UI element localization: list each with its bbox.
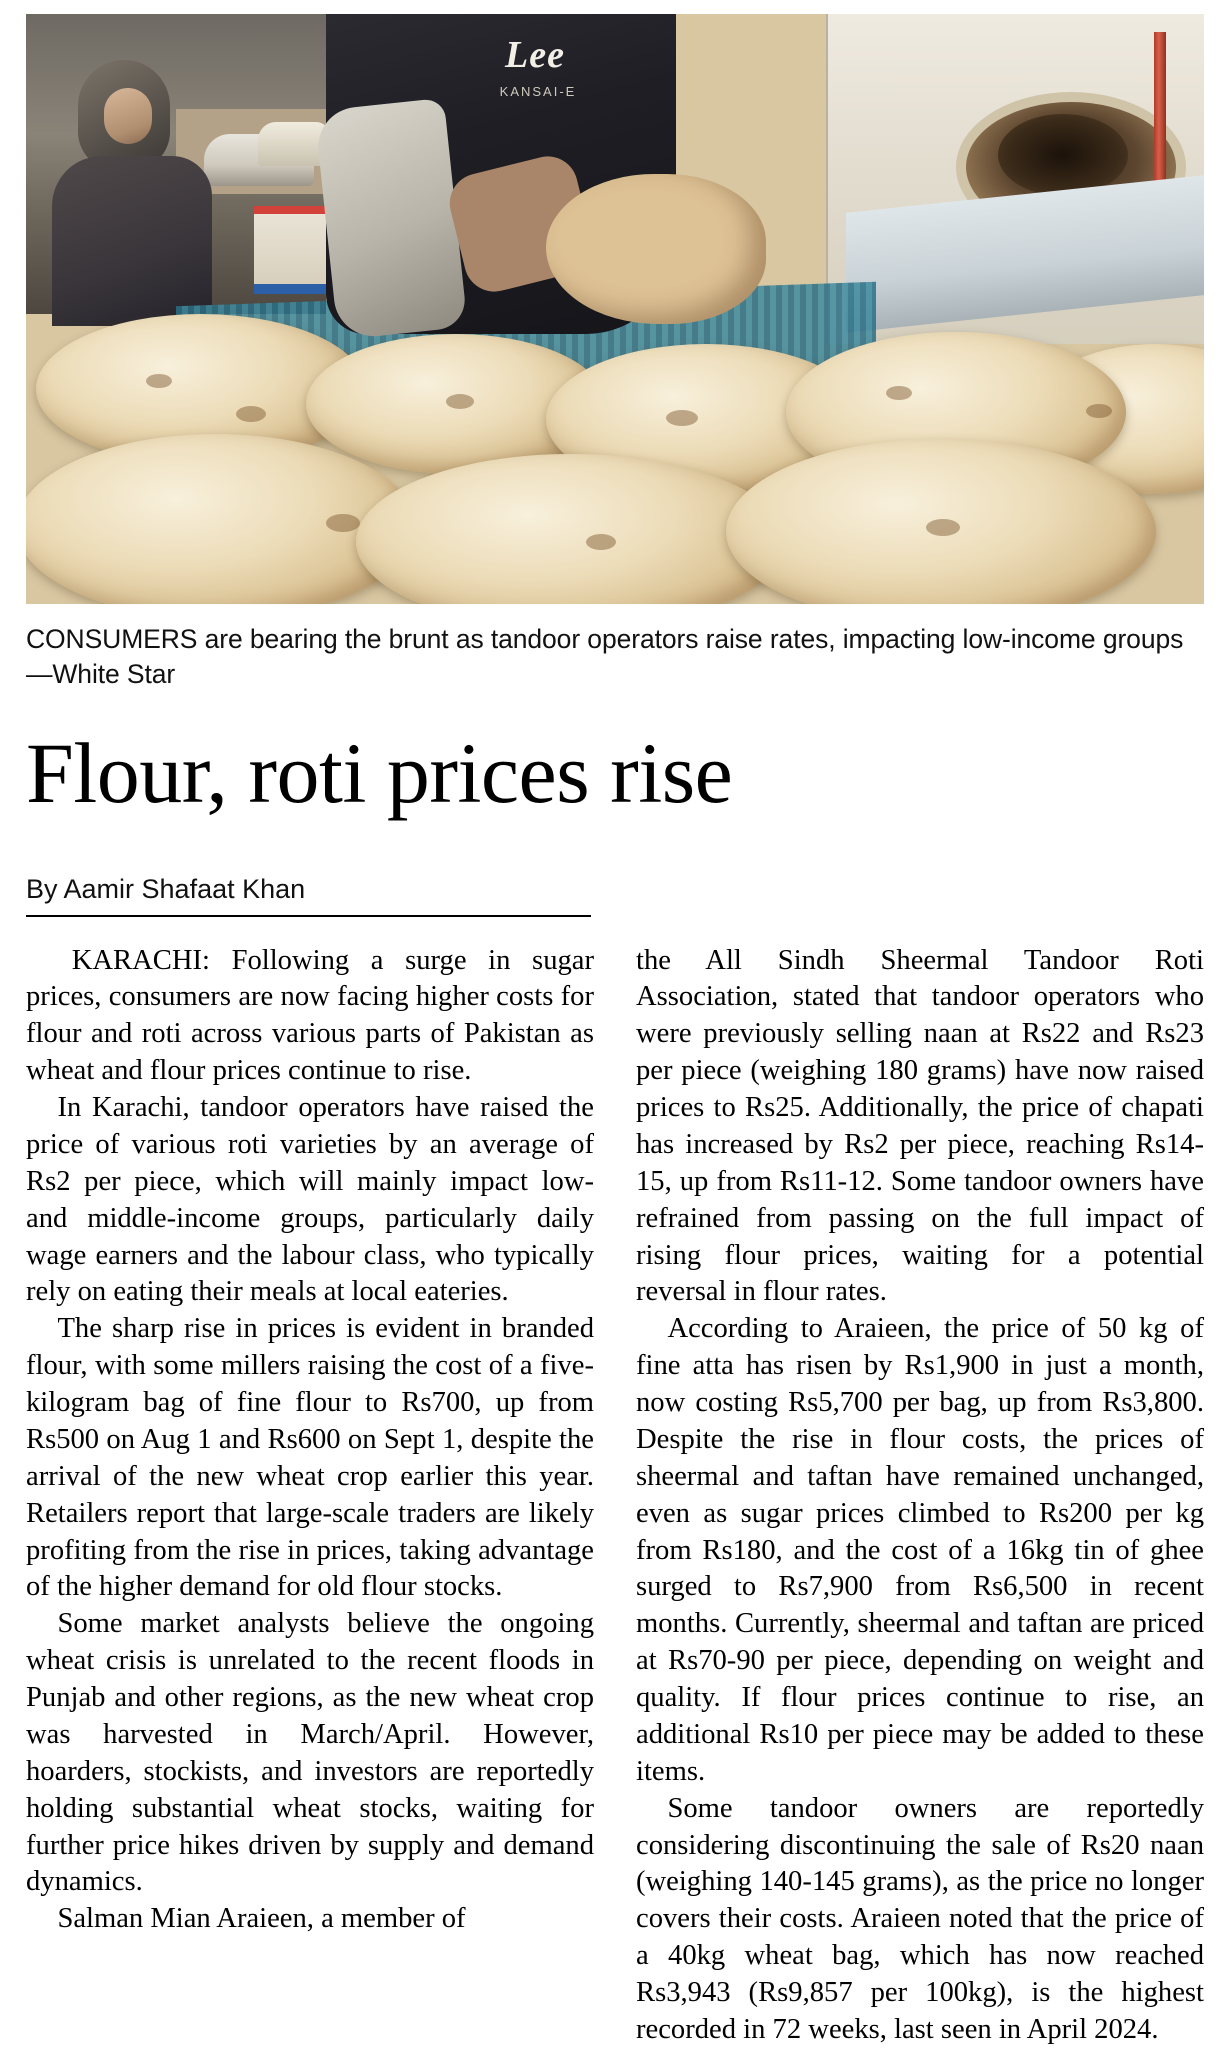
paragraph: KARACHI: Following a surge in sugar prices, consumers are now facing higher costs for flour and roti across various parts of Pakistan as wheat and flour prices continue to rise. [26,944,594,1087]
page-title: Flour, roti prices rise [26,724,733,821]
paragraph: In Karachi, tandoor operators have raised the price of various roti varieties by an average of Rs2 per piece, which will mainly impact low- and middle-income groups, particularly daily wage earners and the labour class, who typically rely on eating their meals at local eateries. [26,1092,594,1308]
photo-naan-in-hand [546,174,766,324]
paragraph: According to Araieen, the price of 50 kg of fine atta has risen by Rs1,900 in just a month, now costing Rs5,700 per bag, up from Rs3,800. Despite the rise in flour costs, the prices of sheermal and taftan have remained unchanged, even as sugar prices climbed to Rs200 per kg from Rs180, and the cost of a 16kg tin of ghee surged to Rs7,900 from Rs6,500 in recent months. Currently, sheermal and taftan are priced at Rs70-90 per piece, depending on weight and quality. If flour prices continue to rise, an additional Rs10 per piece may be added to these items. [636,1313,1204,1787]
paragraph: Some tandoor owners are reportedly considering discontinuing the sale of Rs20 naan (weighing 140-145 grams), as the price no longer covers their costs. Araieen noted that the price of a 40kg wheat bag, which has now reached Rs3,943 (Rs9,857 per 100kg), is the highest recorded in 72 weeks, last seen in April 2024. [636,1792,1204,2045]
photo-jacket-brand-text: Lee [505,34,565,76]
article-body [26,943,1204,2049]
byline: By Aamir Shafaat Khan [26,873,306,904]
article-photo [26,14,1204,604]
photo-woman-body [52,156,212,326]
article [26,14,1204,2049]
photo-bread-spot [236,406,266,422]
paragraph: the All Sindh Sheermal Tandoor Roti Association, stated that tandoor operators who were previously selling naan at Rs22 and Rs23 per piece (weighing 180 grams) have now raised prices to Rs25. Additionally, the price of chapati has increased by Rs2 per piece, reaching Rs14-15, up from Rs11-12. Some tandoor owners have refrained from passing on the full impact of rising flour prices, waiting for a potential reversal in flour rates. [636,944,1204,1308]
photo-jacket-sub-text: KANSAI-E [499,84,577,99]
photo-woman-face [104,88,152,144]
photo-bread-spot [586,534,616,550]
article-column-left [26,943,594,2049]
byline-block [26,874,591,917]
photo-caption: CONSUMERS are bearing the brunt as tandoor operators raise rates, impacting low-income groups—White Star [26,624,1184,689]
photo-bread-spot [1086,404,1112,418]
paragraph: The sharp rise in prices is evident in branded flour, with some millers raising the cost of a five-kilogram bag of fine flour to Rs700, up from Rs500 on Aug 1 and Rs600 on Sept 1, despite the arrival of the new wheat crop earlier this year. Retailers report that large-scale traders are likely profiting from the rise in prices, taking advantage of the higher demand for old flour stocks. [26,1313,594,1603]
photo-worker-sleeve [314,98,467,340]
photo-bread-spot [146,374,172,388]
photo-bread-spot [886,386,912,400]
paragraph: Salman Mian Araieen, a member of [57,1903,466,1935]
photo-bread-spot [446,394,474,409]
photo-bread-spot [666,410,698,426]
photo-bread-spot [926,519,960,536]
byline-divider [26,915,591,917]
paragraph: Some market analysts believe the ongoing wheat crisis is unrelated to the recent floods in Punjab and other regions, as the new wheat crop was harvested in March/April. However, hoarders, stockists, and investors are reportedly holding substantial wheat stocks, waiting for further price hikes driven by supply and demand dynamics. [26,1608,594,1898]
photo-tandoor-opening [998,114,1128,196]
article-column-right [636,943,1204,2049]
photo-bread-spot [326,514,360,532]
